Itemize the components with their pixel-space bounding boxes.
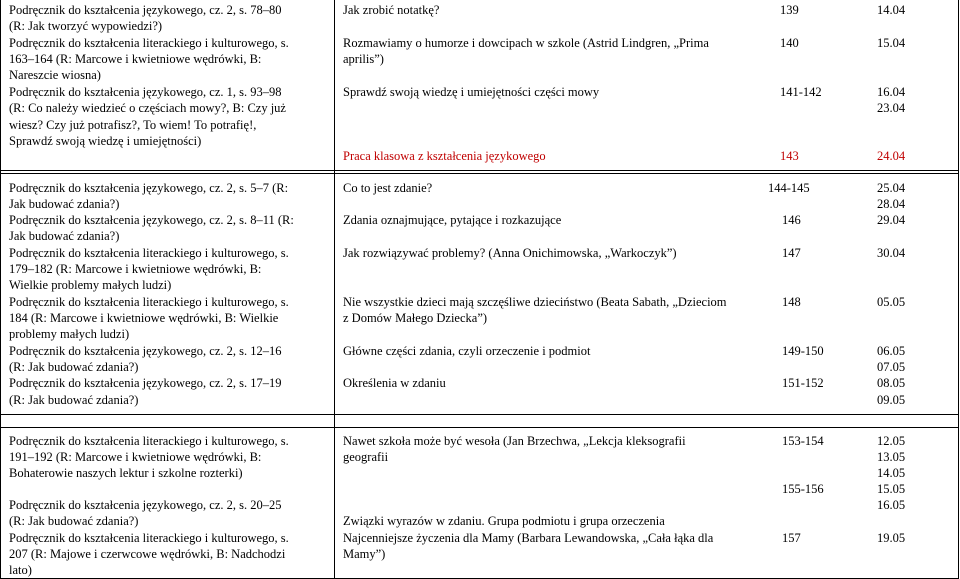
textbook-reference-line: (R: Jak budować zdania?) xyxy=(9,514,139,528)
textbook-reference-line: lato) xyxy=(9,563,32,577)
lesson-pages: 141-142 xyxy=(780,85,822,99)
textbook-reference-line: Podręcznik do kształcenia językowego, cz. 1, s. 93–98 xyxy=(9,85,282,99)
lesson-topic: Rozmawiamy o humorze i dowcipach w szkole (Astrid Lindgren, „Prima xyxy=(343,36,709,50)
column-divider xyxy=(334,0,335,579)
lesson-pages: 144-145 xyxy=(768,181,810,195)
lesson-date: 05.05 xyxy=(877,295,906,309)
lesson-topic: geografii xyxy=(343,450,389,464)
textbook-reference-line: Podręcznik do kształcenia literackiego i kulturowego, s. xyxy=(9,434,289,448)
textbook-reference-line: (R: Jak budować zdania?) xyxy=(9,393,139,407)
lesson-topic: Jak rozwiązywać problemy? (Anna Onichimowska, „Warkoczyk”) xyxy=(343,246,677,260)
textbook-reference-line: wiesz? Czy już potrafisz?, To wiem! To potrafię!, xyxy=(9,118,257,132)
textbook-reference-line: Jak budować zdania?) xyxy=(9,197,120,211)
textbook-reference-line: Podręcznik do kształcenia językowego, cz. 2, s. 17–19 xyxy=(9,376,282,390)
lesson-date: 19.05 xyxy=(877,531,906,545)
lesson-pages: 151-152 xyxy=(782,376,824,390)
lesson-topic: Jak zrobić notatkę? xyxy=(343,3,440,17)
textbook-reference-line: 184 (R: Marcowe i kwietniowe wędrówki, B: Wielkie xyxy=(9,311,279,325)
test-date: 24.04 xyxy=(877,149,906,163)
textbook-reference-line: (R: Jak budować zdania?) xyxy=(9,360,139,374)
textbook-reference-line: Podręcznik do kształcenia literackiego i kulturowego, s. xyxy=(9,295,289,309)
textbook-reference-line: (R: Jak tworzyć wypowiedzi?) xyxy=(9,19,163,33)
lesson-date: 14.04 xyxy=(877,3,906,17)
textbook-reference-line: Podręcznik do kształcenia językowego, cz. 2, s. 12–16 xyxy=(9,344,282,358)
textbook-reference-line: Sprawdź swoją wiedzę i umiejętności) xyxy=(9,134,202,148)
textbook-reference-line: Podręcznik do kształcenia językowego, cz. 2, s. 20–25 xyxy=(9,498,282,512)
lesson-date: 28.04 xyxy=(877,197,906,211)
lesson-date: 16.05 xyxy=(877,498,906,512)
textbook-reference-line: Wielkie problemy małych ludzi) xyxy=(9,278,172,292)
textbook-reference-line: 163–164 (R: Marcowe i kwietniowe wędrówki, B: xyxy=(9,52,262,66)
lesson-pages: 149-150 xyxy=(782,344,824,358)
lesson-topic: Mamy”) xyxy=(343,547,386,561)
block-divider xyxy=(0,414,959,415)
textbook-reference-line: Podręcznik do kształcenia językowego, cz. 2, s. 78–80 xyxy=(9,3,282,17)
lesson-topic: z Domów Małego Dziecka”) xyxy=(343,311,488,325)
lesson-topic: Sprawdź swoją wiedzę i umiejętności części mowy xyxy=(343,85,600,99)
lesson-date: 29.04 xyxy=(877,213,906,227)
textbook-reference-line: 191–192 (R: Marcowe i kwietniowe wędrówki, B: xyxy=(9,450,262,464)
textbook-reference-line: 207 (R: Majowe i czerwcowe wędrówki, B: Nadchodzi xyxy=(9,547,286,561)
lesson-topic: Nie wszystkie dzieci mają szczęśliwe dzieciństwo (Beata Sabath, „Dzieciom xyxy=(343,295,727,309)
lesson-pages: 140 xyxy=(780,36,799,50)
lesson-date: 15.04 xyxy=(877,36,906,50)
test-topic: Praca klasowa z kształcenia językowego xyxy=(343,149,546,163)
lesson-date: 06.05 xyxy=(877,344,906,358)
lesson-topic: Najcenniejsze życzenia dla Mamy (Barbara Lewandowska, „Cała łąka dla xyxy=(343,531,714,545)
lesson-date: 09.05 xyxy=(877,393,906,407)
textbook-reference-line: 179–182 (R: Marcowe i kwietniowe wędrówki, B: xyxy=(9,262,262,276)
lesson-topic: aprilis”) xyxy=(343,52,384,66)
lesson-topic: Zdania oznajmujące, pytające i rozkazujące xyxy=(343,213,562,227)
lesson-pages: 146 xyxy=(782,213,801,227)
lesson-date: 15.05 xyxy=(877,482,906,496)
block-divider xyxy=(0,173,959,174)
textbook-reference-line: Podręcznik do kształcenia językowego, cz. 2, s. 8–11 (R: xyxy=(9,213,294,227)
lesson-pages: 147 xyxy=(782,246,801,260)
lesson-pages: 153-154 xyxy=(782,434,824,448)
lesson-pages: 155-156 xyxy=(782,482,824,496)
lesson-topic: Określenia w zdaniu xyxy=(343,376,446,390)
lesson-date: 07.05 xyxy=(877,360,906,374)
lesson-topic: Główne części zdania, czyli orzeczenie i podmiot xyxy=(343,344,591,358)
lesson-date: 23.04 xyxy=(877,101,906,115)
lesson-topic: Nawet szkoła może być wesoła (Jan Brzechwa, „Lekcja kleksografii xyxy=(343,434,686,448)
lesson-date: 12.05 xyxy=(877,434,906,448)
textbook-reference-line: Bohaterowie naszych lektur i szkolne rozterki) xyxy=(9,466,243,480)
textbook-reference-line: (R: Co należy wiedzieć o częściach mowy?, B: Czy już xyxy=(9,101,286,115)
textbook-reference-line: Podręcznik do kształcenia literackiego i kulturowego, s. xyxy=(9,246,289,260)
table-border-right xyxy=(958,0,959,579)
lesson-pages: 157 xyxy=(782,531,801,545)
lesson-date: 25.04 xyxy=(877,181,906,195)
textbook-reference-line: Podręcznik do kształcenia literackiego i kulturowego, s. xyxy=(9,531,289,545)
textbook-reference-line: Podręcznik do kształcenia literackiego i kulturowego, s. xyxy=(9,36,289,50)
lesson-date: 13.05 xyxy=(877,450,906,464)
lesson-topic: Związki wyrazów w zdaniu. Grupa podmiotu i grupa orzeczenia xyxy=(343,514,665,528)
lesson-date: 16.04 xyxy=(877,85,906,99)
lesson-pages: 148 xyxy=(782,295,801,309)
lesson-date: 14.05 xyxy=(877,466,906,480)
textbook-reference-line: Nareszcie wiosna) xyxy=(9,68,101,82)
table-border-left xyxy=(0,0,1,579)
textbook-reference-line: Jak budować zdania?) xyxy=(9,229,120,243)
textbook-reference-line: problemy małych ludzi) xyxy=(9,327,130,341)
lesson-topic: Co to jest zdanie? xyxy=(343,181,433,195)
block-divider xyxy=(0,427,959,428)
lesson-date: 08.05 xyxy=(877,376,906,390)
lesson-pages: 139 xyxy=(780,3,799,17)
lesson-date: 30.04 xyxy=(877,246,906,260)
test-pages: 143 xyxy=(780,149,799,163)
textbook-reference-line: Podręcznik do kształcenia językowego, cz. 2, s. 5–7 (R: xyxy=(9,181,289,195)
